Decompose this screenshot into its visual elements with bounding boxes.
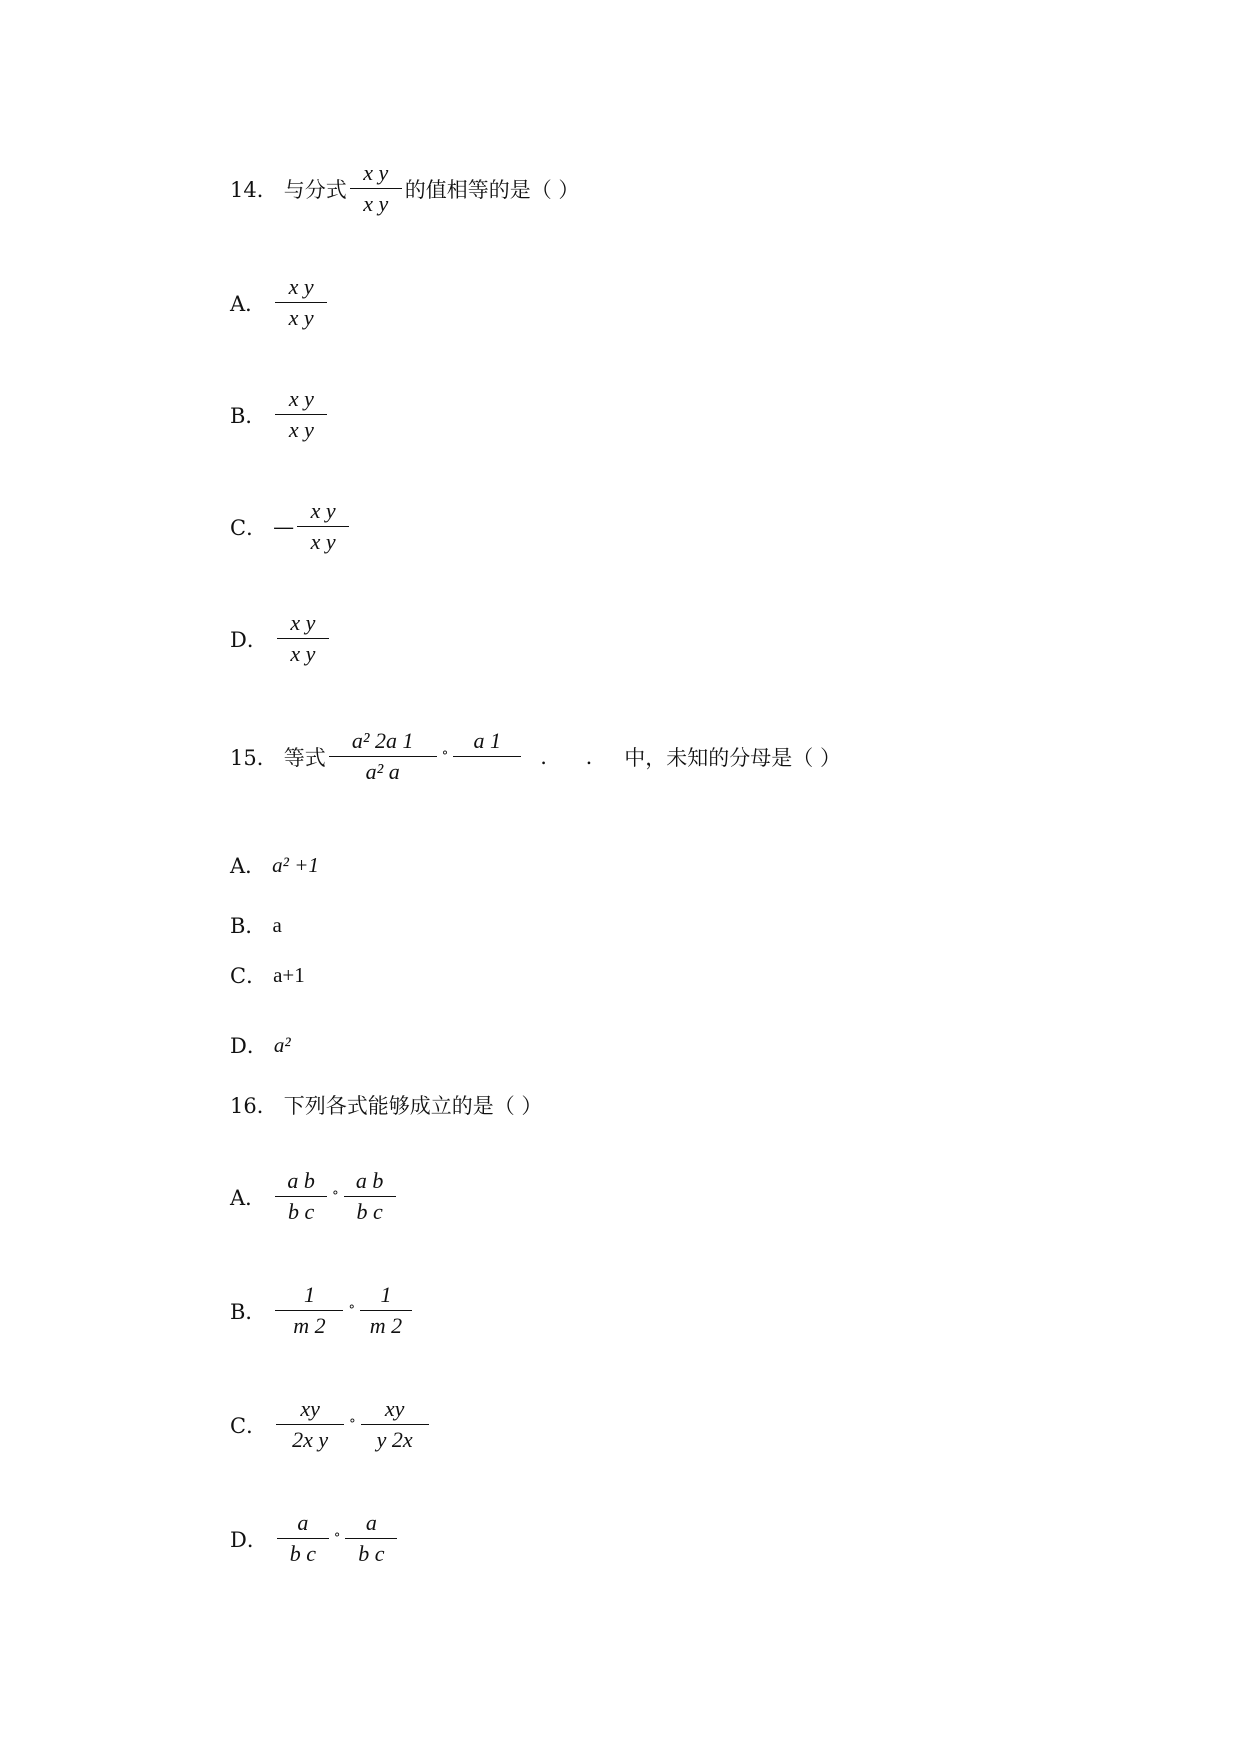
- option-c[interactable]: [230, 498, 352, 556]
- option-label: D．: [230, 1034, 268, 1058]
- fraction-numerator: a² 2a 1: [329, 728, 437, 757]
- fraction-numerator: a: [345, 1510, 397, 1539]
- option-a[interactable]: [230, 850, 319, 880]
- option-label: C．: [230, 964, 268, 988]
- stem-fraction-right: [453, 728, 521, 786]
- equal-sign: °: [348, 1303, 355, 1319]
- option-a[interactable]: [230, 1168, 399, 1226]
- fraction-denominator: b c: [358, 1541, 385, 1567]
- fraction-numerator: x y: [275, 274, 327, 303]
- option-c[interactable]: [230, 960, 305, 990]
- option-value: a+1: [273, 962, 305, 987]
- option-label: B．: [230, 1299, 267, 1324]
- fraction-numerator: 1: [360, 1282, 412, 1311]
- fraction-denominator: b c: [288, 1199, 315, 1225]
- question-stem-before: 与分式: [283, 177, 347, 202]
- question-16: [230, 1090, 542, 1120]
- left-fraction: [275, 1282, 343, 1340]
- fraction-numerator: a b: [275, 1168, 327, 1197]
- option-d[interactable]: [230, 1510, 400, 1568]
- stem-fraction-left: [329, 728, 437, 786]
- option-fraction: [277, 610, 329, 668]
- right-fraction: [361, 1396, 429, 1454]
- option-label: D．: [230, 627, 268, 652]
- fraction-denominator: 2x y: [292, 1427, 329, 1453]
- option-label: C．: [230, 1413, 268, 1438]
- question-stem: 下列各式能够成立的是（ ）: [283, 1094, 543, 1118]
- option-b[interactable]: [230, 386, 330, 444]
- option-c[interactable]: [230, 1396, 432, 1454]
- fraction-numerator: 1: [275, 1282, 343, 1311]
- left-fraction: [277, 1510, 329, 1568]
- fraction-denominator: x y: [363, 191, 389, 217]
- option-label: B．: [230, 403, 267, 428]
- option-d[interactable]: [230, 610, 332, 668]
- option-value: a² +1: [272, 852, 319, 877]
- fraction-numerator: a b: [344, 1168, 396, 1197]
- option-a[interactable]: [230, 274, 330, 332]
- question-stem-before: 等式: [283, 745, 326, 770]
- question-stem-after: 的值相等的是（ ）: [404, 177, 580, 202]
- stem-fraction: [350, 160, 402, 218]
- right-fraction: [360, 1282, 412, 1340]
- fraction-numerator: x y: [275, 386, 327, 415]
- option-label: D．: [230, 1527, 268, 1552]
- option-b[interactable]: [230, 910, 282, 940]
- fraction-numerator: a: [277, 1510, 329, 1539]
- fraction-denominator: x y: [290, 641, 316, 667]
- equal-sign: °: [332, 1189, 339, 1205]
- unknown-denominator-dots: . .: [540, 744, 609, 769]
- right-fraction: [344, 1168, 396, 1226]
- option-label: C．: [230, 515, 268, 540]
- question-number: 14．: [230, 177, 278, 202]
- option-fraction: [297, 498, 349, 556]
- fraction-numerator: x y: [297, 498, 349, 527]
- fraction-denominator: b c: [356, 1199, 383, 1225]
- question-stem-after: 中，未知的分母是（ ）: [624, 745, 841, 770]
- question-number: 16．: [230, 1094, 278, 1118]
- left-fraction: [275, 1168, 327, 1226]
- fraction-numerator: x y: [277, 610, 329, 639]
- equal-sign: °: [441, 749, 449, 765]
- option-fraction: [275, 386, 327, 444]
- minus-sign: —: [273, 514, 295, 539]
- question-number: 15．: [230, 745, 278, 770]
- question-14: [230, 160, 579, 218]
- fraction-denominator: b c: [289, 1541, 316, 1567]
- fraction-denominator: [480, 757, 494, 785]
- right-fraction: [345, 1510, 397, 1568]
- fraction-denominator: m 2: [293, 1313, 326, 1339]
- equal-sign: °: [333, 1531, 341, 1547]
- fraction-numerator: a 1: [453, 728, 521, 757]
- option-value: a: [272, 912, 282, 937]
- fraction-denominator: m 2: [369, 1313, 403, 1339]
- option-label: A．: [230, 854, 267, 878]
- option-b[interactable]: [230, 1282, 415, 1340]
- left-fraction: [276, 1396, 344, 1454]
- option-label: A．: [230, 291, 267, 316]
- fraction-denominator: a² a: [365, 759, 400, 785]
- fraction-denominator: y 2x: [376, 1427, 413, 1453]
- option-label: B．: [230, 914, 267, 938]
- equal-sign: °: [349, 1417, 356, 1433]
- fraction-numerator: x y: [350, 160, 402, 189]
- option-label: A．: [230, 1185, 267, 1210]
- option-d[interactable]: [230, 1030, 291, 1060]
- fraction-denominator: x y: [288, 305, 314, 331]
- question-15: [230, 728, 841, 786]
- fraction-denominator: x y: [310, 529, 336, 555]
- fraction-denominator: x y: [288, 417, 314, 443]
- option-fraction: [275, 274, 327, 332]
- option-value: a²: [273, 1032, 291, 1057]
- fraction-numerator: xy: [361, 1396, 429, 1425]
- fraction-numerator: xy: [276, 1396, 344, 1425]
